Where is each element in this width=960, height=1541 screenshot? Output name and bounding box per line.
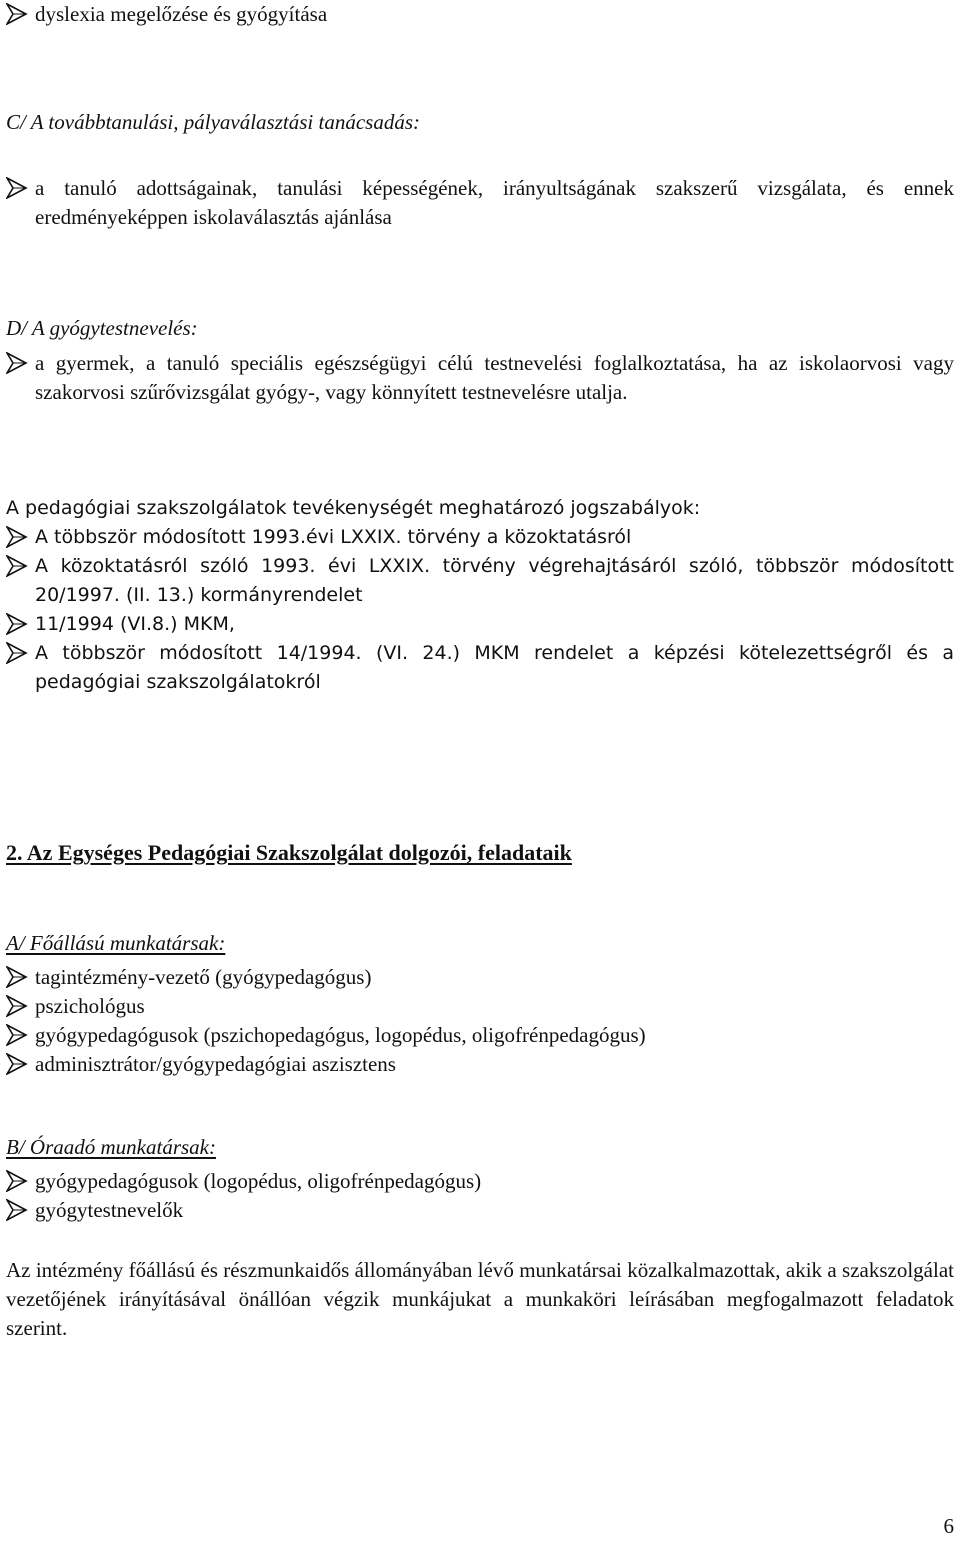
list-item-text: pszichológus	[35, 994, 145, 1018]
list-item	[6, 1196, 954, 1225]
list-item	[6, 174, 954, 232]
list-item	[6, 992, 954, 1021]
list-item-text: gyógytestnevelők	[35, 1198, 184, 1222]
list-item-text: a gyermek, a tanuló speciális egészségügyi célú testnevelési foglalkoztatása, ha az iskolaorvosi vagy szakorvosi szűrővizsgálat gyógy-, vagy könnyített testnevelésre utalja.	[35, 351, 954, 404]
list-item-text: gyógypedagógusok (logopédus, oligofrénpedagógus)	[35, 1169, 482, 1193]
list-item	[6, 0, 954, 29]
arrow-bullet-icon	[6, 613, 28, 635]
section-d-heading: D/ A gyógytestnevelés:	[6, 316, 198, 340]
arrow-bullet-icon	[6, 177, 28, 199]
list-item	[6, 610, 954, 639]
arrow-bullet-icon	[6, 642, 28, 664]
closing-paragraph: Az intézmény főállású és részmunkaidős állományában lévő munkatársai közalkalmazottak, akik a szakszolgálat vezetőjének irányításával önállóan végzik munkájukat a munkaköri leírásában megfogalmazott feladatok szerint.	[6, 1258, 954, 1340]
list-item	[6, 1021, 954, 1050]
laws-list	[6, 523, 954, 697]
section-2-title: 2. Az Egységes Pedagógiai Szakszolgálat dolgozói, feladataik	[6, 840, 572, 865]
list-item-text: adminisztrátor/gyógypedagógiai aszisztens	[35, 1052, 396, 1076]
arrow-bullet-icon	[6, 555, 28, 577]
list-item	[6, 552, 954, 610]
arrow-bullet-icon	[6, 1170, 28, 1192]
list-item	[6, 523, 954, 552]
list-item-text: dyslexia megelőzése és gyógyítása	[35, 2, 328, 26]
arrow-bullet-icon	[6, 3, 28, 25]
list-item-text: A közoktatásról szóló 1993. évi LXXIX. törvény végrehajtásáról szóló, többször módosított 20/1997. (II. 13.) kormányrendelet	[35, 555, 954, 606]
list-item-text: 11/1994 (VI.8.) MKM,	[35, 613, 235, 635]
page-number: 6	[943, 1514, 954, 1538]
arrow-bullet-icon	[6, 1199, 28, 1221]
arrow-bullet-icon	[6, 1053, 28, 1075]
list-item	[6, 1050, 954, 1079]
list-item-text: tagintézmény-vezető (gyógypedagógus)	[35, 965, 372, 989]
section-b-heading: B/ Óraadó munkatársak:	[6, 1135, 216, 1159]
section-c-list	[6, 174, 954, 232]
list-item	[6, 963, 954, 992]
section-b-list	[6, 1167, 954, 1225]
list-item-text: a tanuló adottságainak, tanulási képességének, irányultságának szakszerű vizsgálata, és ennek eredményeképpen iskolaválasztás ajánlása	[35, 176, 954, 229]
list-item	[6, 349, 954, 407]
section-a-heading: A/ Főállású munkatársak:	[6, 931, 226, 955]
top-list	[6, 0, 954, 29]
section-d-list	[6, 349, 954, 407]
arrow-bullet-icon	[6, 352, 28, 374]
arrow-bullet-icon	[6, 995, 28, 1017]
arrow-bullet-icon	[6, 526, 28, 548]
section-a-list	[6, 963, 954, 1079]
section-c-heading: C/ A továbbtanulási, pályaválasztási tanácsadás:	[6, 110, 420, 134]
list-item	[6, 1167, 954, 1196]
list-item	[6, 639, 954, 697]
arrow-bullet-icon	[6, 1024, 28, 1046]
list-item-text: A többször módosított 14/1994. (VI. 24.) MKM rendelet a képzési kötelezettségről és a pedagógiai szakszolgálatokról	[35, 642, 954, 693]
arrow-bullet-icon	[6, 966, 28, 988]
laws-intro: A pedagógiai szakszolgálatok tevékenységét meghatározó jogszabályok:	[6, 497, 701, 519]
list-item-text: A többször módosított 1993.évi LXXIX. törvény a közoktatásról	[35, 526, 632, 548]
list-item-text: gyógypedagógusok (pszichopedagógus, logopédus, oligofrénpedagógus)	[35, 1023, 646, 1047]
